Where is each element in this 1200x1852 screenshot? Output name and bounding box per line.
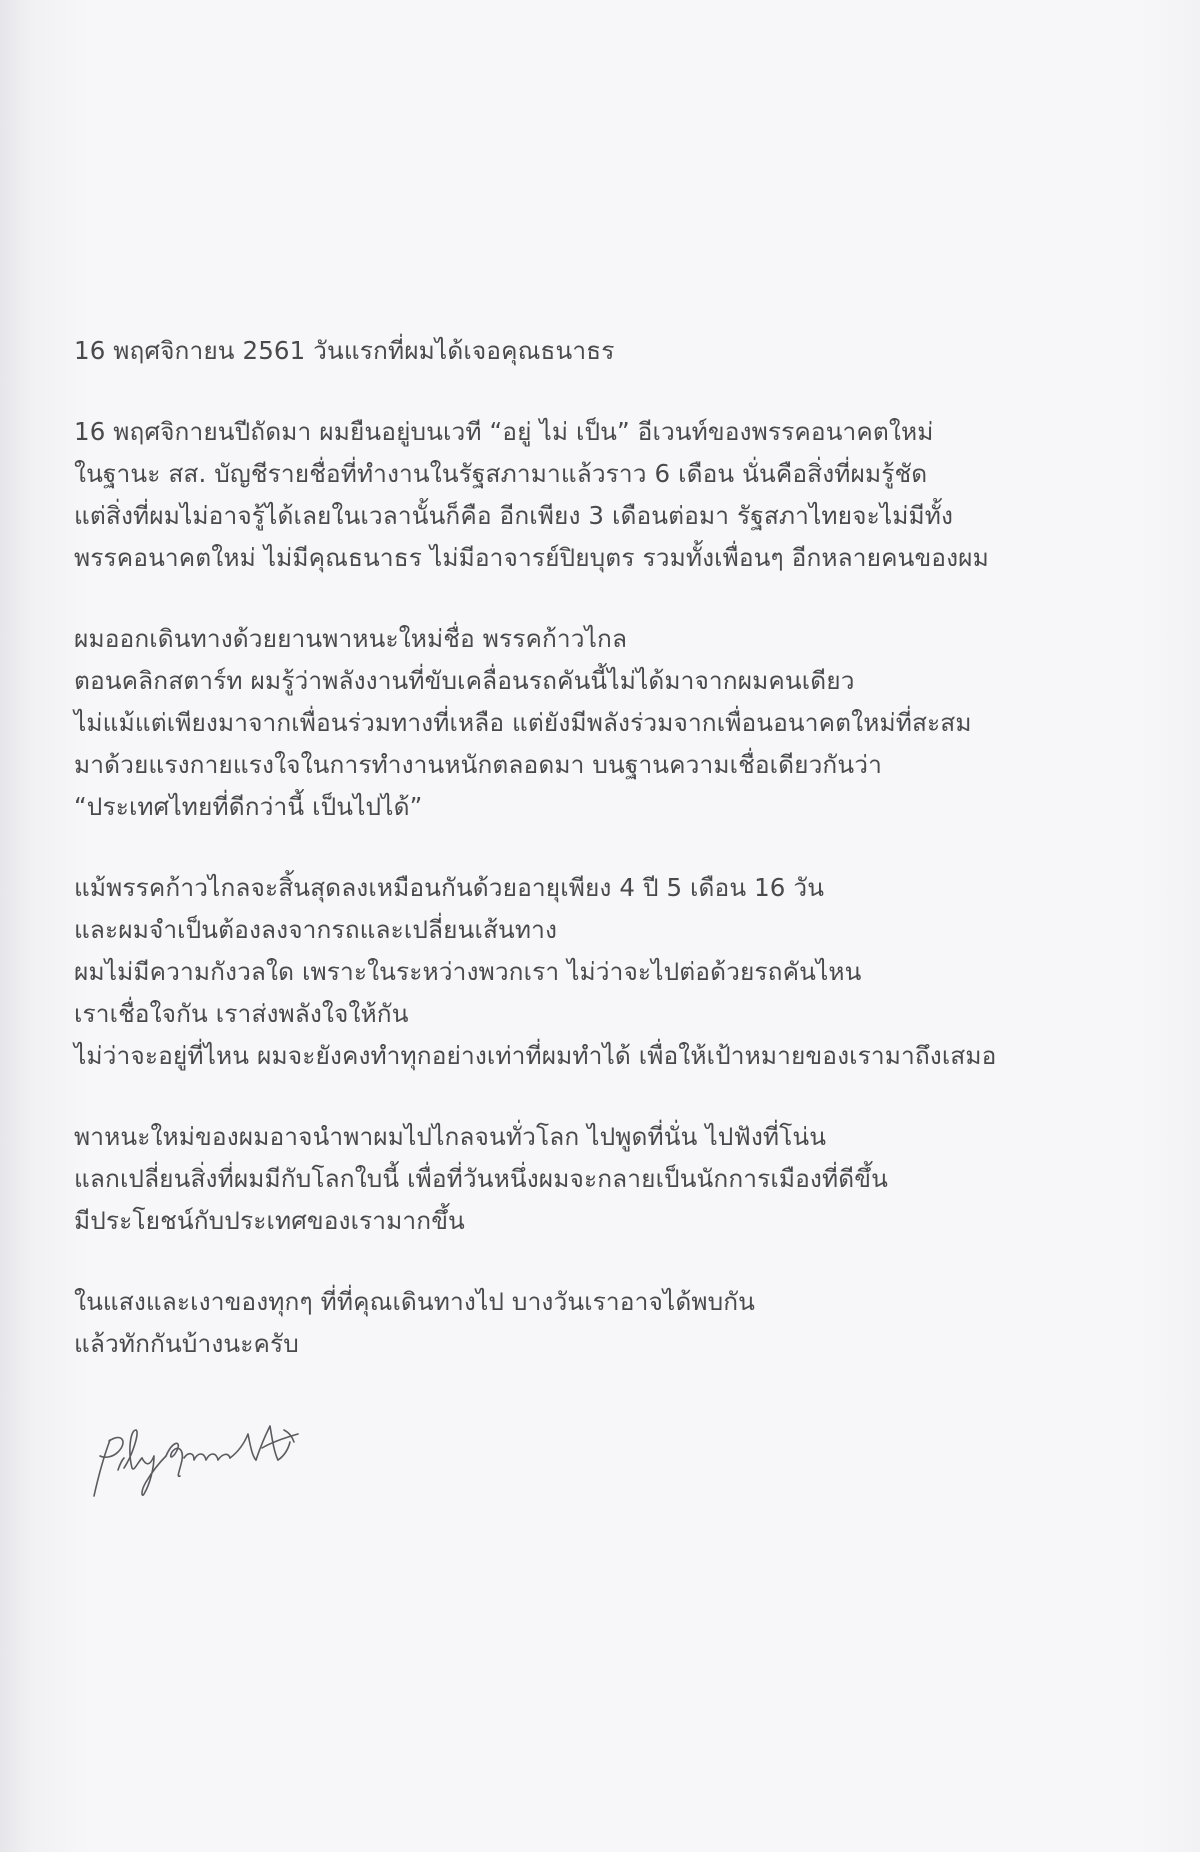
handwritten-signature-icon: [88, 1412, 328, 1502]
text-line: มีประโยชน์กับประเทศของเรามากขึ้น: [74, 1206, 465, 1235]
text-line: พรรคอนาคตใหม่ ไม่มีคุณธนาธร ไม่มีอาจารย์ปิยบุตร รวมทั้งเพื่อนๆ อีกหลายคนของผม: [74, 543, 989, 572]
letter-paragraph-closing: [74, 1281, 1134, 1365]
text-line: แต่สิ่งที่ผมไม่อาจรู้ได้เลยในเวลานั้นก็คือ อีกเพียง 3 เดือนต่อมา รัฐสภาไทยจะไม่มีทั้ง: [74, 501, 954, 530]
letter-paragraph-new-vehicle: [74, 1116, 1134, 1242]
text-line: ไม่แม้แต่เพียงมาจากเพื่อนร่วมทางที่เหลือ แต่ยังมีพลังร่วมจากเพื่อนอนาคตใหม่ที่สะสม: [74, 708, 972, 737]
text-line: “ประเทศไทยที่ดีกว่านี้ เป็นไปได้”: [74, 792, 423, 821]
text-line: ไม่ว่าจะอยู่ที่ไหน ผมจะยังคงทำทุกอย่างเท่าที่ผมทำได้ เพื่อให้เป้าหมายของเรามาถึงเสมอ: [74, 1041, 997, 1070]
letter-paragraph-stage: [74, 411, 1134, 579]
letter-paragraph-journey: [74, 618, 1134, 828]
letter-paragraph-date: [74, 330, 1134, 372]
text-line: ผมไม่มีความกังวลใด เพราะในระหว่างพวกเรา ไม่ว่าจะไปต่อด้วยรถคันไหน: [74, 957, 862, 986]
text-line: แลกเปลี่ยนสิ่งที่ผมมีกับโลกใบนี้ เพื่อที่วันหนึ่งผมจะกลายเป็นนักการเมืองที่ดีขึ้น: [74, 1164, 888, 1193]
letter-body: [74, 330, 1134, 1404]
text-line: เราเชื่อใจกัน เราส่งพลังใจให้กัน: [74, 999, 409, 1028]
letter-paragraph-ending: [74, 867, 1134, 1077]
text-line: ผมออกเดินทางด้วยยานพาหนะใหม่ชื่อ พรรคก้าวไกล: [74, 624, 628, 653]
text-line: 16 พฤศจิกายนปีถัดมา ผมยืนอยู่บนเวที “อยู่ ไม่ เป็น” อีเวนท์ของพรรคอนาคตใหม่: [74, 417, 934, 446]
text-line: ในแสงและเงาของทุกๆ ที่ที่คุณเดินทางไป บางวันเราอาจได้พบกัน: [74, 1287, 756, 1316]
text-line: ตอนคลิกสตาร์ท ผมรู้ว่าพลังงานที่ขับเคลื่อนรถคันนี้ไม่ได้มาจากผมคนเดียว: [74, 666, 855, 695]
text-line: และผมจำเป็นต้องลงจากรถและเปลี่ยนเส้นทาง: [74, 915, 558, 944]
text-line: แล้วทักกันบ้างนะครับ: [74, 1329, 299, 1358]
text-line: ในฐานะ สส. บัญชีรายชื่อที่ทำงานในรัฐสภามาแล้วราว 6 เดือน นั่นคือสิ่งที่ผมรู้ชัด: [74, 459, 928, 488]
text-line: พาหนะใหม่ของผมอาจนำพาผมไปไกลจนทั่วโลก ไปพูดที่นั่น ไปฟังที่โน่น: [74, 1122, 827, 1151]
text-line: 16 พฤศจิกายน 2561 วันแรกที่ผมได้เจอคุณธนาธร: [74, 336, 615, 365]
text-line: แม้พรรคก้าวไกลจะสิ้นสุดลงเหมือนกันด้วยอายุเพียง 4 ปี 5 เดือน 16 วัน: [74, 873, 825, 902]
text-line: มาด้วยแรงกายแรงใจในการทำงานหนักตลอดมา บนฐานความเชื่อเดียวกันว่า: [74, 750, 882, 779]
